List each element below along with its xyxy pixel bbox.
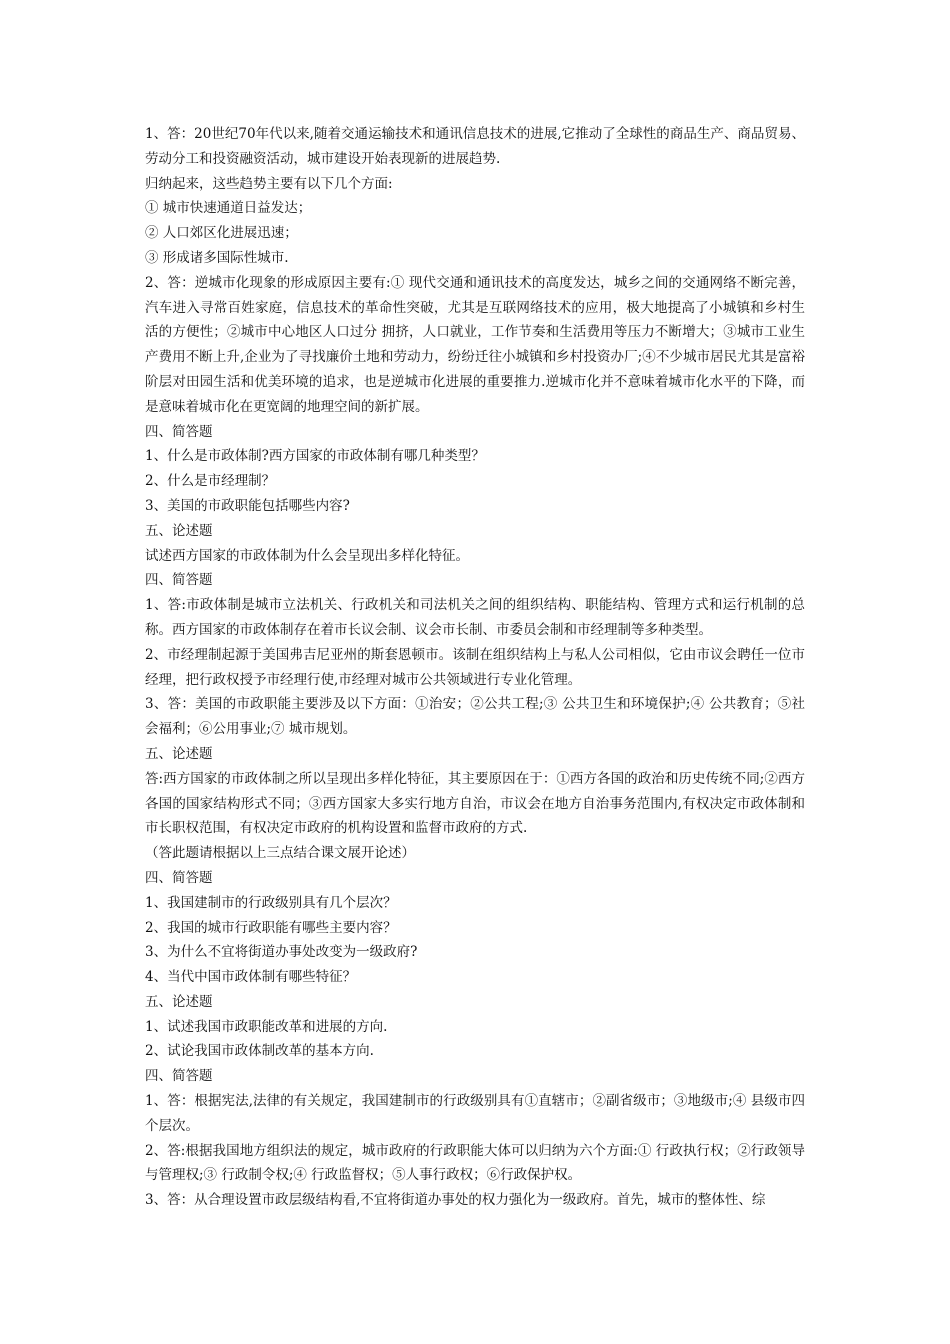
paragraph: 2、市经理制起源于美国弗吉尼亚州的斯套恩顿市。该制在组织结构上与私人公司相似，它由市议会聘任一位市经理，把行政权授予市经理行使,市经理对城市公共领域进行专业化管理。 xyxy=(145,646,805,688)
paragraph: ① 城市快速通道日益发达； xyxy=(145,200,312,217)
section-heading: 四、简答题 xyxy=(145,869,213,886)
section-heading: 四、简答题 xyxy=(145,1068,213,1085)
document-page xyxy=(145,122,805,1213)
section-heading: 四、简答题 xyxy=(145,423,213,440)
paragraph: 归纳起来，这些趋势主要有以下几个方面: xyxy=(145,175,393,192)
paragraph: 2、试论我国市政体制改革的基本方向. xyxy=(145,1043,374,1060)
paragraph: 2、答:根据我国地方组织法的规定，城市政府的行政职能大体可以归纳为六个方面:① 行政执行权；②行政领导与管理权;③ 行政制令权;④ 行政监督权；⑤人事行政权；⑥行政保护权。 xyxy=(145,1142,805,1184)
paragraph: （答此题请根据以上三点结合课文展开论述） xyxy=(145,845,415,862)
paragraph: 1、答：根据宪法,法律的有关规定，我国建制市的行政级别具有①直辖市；②副省级市；③地级市;④ 县级市四个层次。 xyxy=(145,1093,805,1134)
paragraph: ② 人口郊区化进展迅速； xyxy=(145,225,298,242)
paragraph: 答:西方国家的市政体制之所以呈现出多样化特征，其主要原因在于：①西方各国的政治和历史传统不同;②西方各国的国家结构形式不同；③西方国家大多实行地方自治，市议会在地方自治事务范围内,有权决定市政体制和市长职权范围，有权决定市政府的机构设置和监督市政府的方式. xyxy=(145,770,805,837)
paragraph: 3、美国的市政职能包括哪些内容? xyxy=(145,497,350,514)
paragraph: 2、什么是市经理制？ xyxy=(145,473,276,490)
paragraph: 1、答：20世纪70年代以来,随着交通运输技术和通讯信息技术的进展,它推动了全球性的商品生产、商品贸易、劳动分工和投资融资活动，城市建设开始表现新的进展趋势. xyxy=(145,126,805,167)
paragraph: 4、当代中国市政体制有哪些特征？ xyxy=(145,969,357,986)
section-heading: 五、论述题 xyxy=(145,522,213,539)
paragraph: 2、我国的城市行政职能有哪些主要内容？ xyxy=(145,919,397,936)
paragraph: 1、我国建制市的行政级别具有几个层次？ xyxy=(145,894,397,911)
paragraph: 1、什么是市政体制?西方国家的市政体制有哪几种类型？ xyxy=(145,448,485,465)
paragraph: 1、答:市政体制是城市立法机关、行政机关和司法机关之间的组织结构、职能结构、管理方式和运行机制的总称。西方国家的市政体制存在着市长议会制、议会市长制、市委员会制和市经理制等多种类型。 xyxy=(145,597,805,638)
paragraph: 1、试述我国市政职能改革和进展的方向. xyxy=(145,1018,388,1035)
paragraph: 3、为什么不宜将街道办事处改变为一级政府? xyxy=(145,944,418,961)
section-heading: 四、简答题 xyxy=(145,572,213,589)
section-heading: 五、论述题 xyxy=(145,745,213,762)
paragraph: 2、答：逆城市化现象的形成原因主要有:① 现代交通和通讯技术的高度发达，城乡之间的交通网络不断完善，汽车进入寻常百姓家庭，信息技术的革命性突破，尤其是互联网络技术的应用，极大地提高了小城镇和乡村生活的方便性；②城市中心地区人口过分 拥挤，人口就业，工作节奏和生活费用等压力不断增大；③城市工业生产费用不断上升,企业为了寻找廉价土地和劳动力，纷纷迁往小城镇和乡村投资办厂;④不少城市居民尤其是富裕阶层对田园生活和优美环境的追求，也是逆城市化进展的重要推力.逆城市化并不意味着城市化水平的下降，而是意味着城市化在更宽阔的地理空间的新扩展。 xyxy=(145,274,805,415)
section-heading: 五、论述题 xyxy=(145,993,213,1010)
paragraph: 3、答：从合理设置市政层级结构看,不宜将街道办事处的权力强化为一级政府。首先，城市的整体性、综 xyxy=(145,1192,766,1209)
paragraph: ③ 形成诸多国际性城市. xyxy=(145,249,289,266)
paragraph: 3、答：美国的市政职能主要涉及以下方面：①治安；②公共工程;③ 公共卫生和环境保护;④ 公共教育；⑤社会福利；⑥公用事业;⑦ 城市规划。 xyxy=(145,696,805,738)
paragraph: 试述西方国家的市政体制为什么会呈现出多样化特征。 xyxy=(145,547,469,564)
